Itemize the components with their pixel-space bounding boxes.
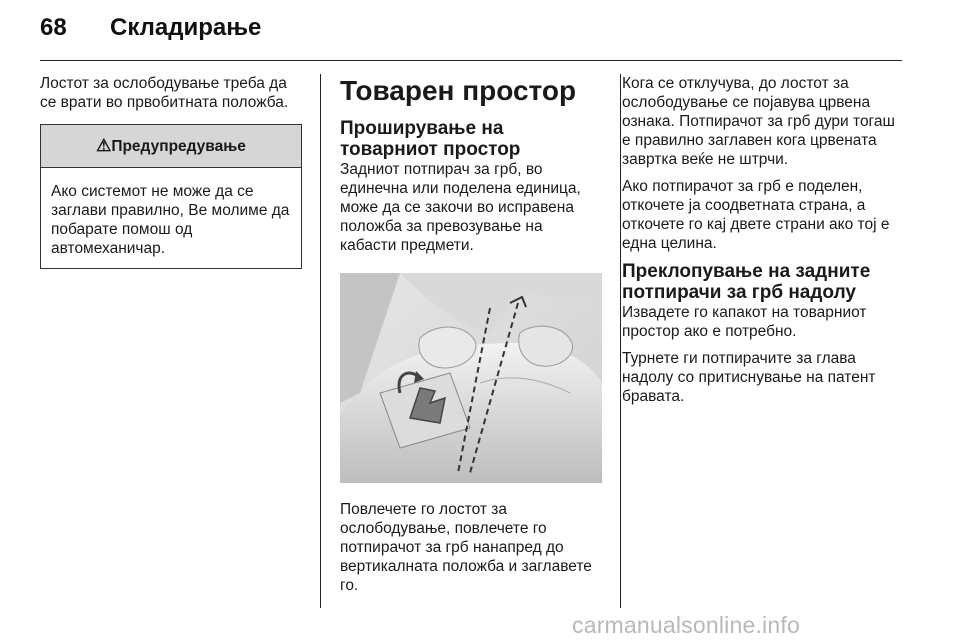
warning-title: Предупредување (111, 138, 246, 155)
warning-box (40, 124, 302, 269)
column-1 (40, 74, 302, 269)
section-heading: Товарен простор (340, 75, 577, 106)
rear-seat-illustration-icon (340, 273, 602, 483)
column-divider-1 (320, 74, 321, 608)
paragraph-unlock: Кога се отклучува, до лостот за ослободување се појавува црвена ознака. Потпирачот за грб дури тогаш е правилно заглавен кога црвената завртка веќе не штрчи. (622, 75, 895, 168)
paragraph-expand: Задниот потпирач за грб, во единечна или поделена единица, може да се закочи во исправена положба за превозување на кабасти предмети. (340, 161, 581, 254)
warning-icon: ⚠ (96, 136, 112, 155)
column-3 (622, 74, 904, 414)
intro-paragraph: Лостот за ослободување треба да се врати во првобитната положба. (40, 75, 289, 111)
paragraph-instruction: Повлечете го лостот за ослободување, повлечете го потпирачот за грб нанапред до вертикалната положба и заглавете го. (340, 501, 592, 594)
column-divider-2 (620, 74, 621, 608)
warning-header (41, 125, 301, 168)
subheading-expand: Проширување на товарниот простор (340, 118, 521, 160)
subheading-fold: Преклопување на задните потпирачи за грб надолу (622, 261, 871, 303)
section-title: Складирање (110, 14, 262, 41)
paragraph-headrests: Турнете ги потпирачите за глава надолу со притиснување на патент бравата. (622, 350, 876, 405)
paragraph-cover: Извадете го капакот на товарниот простор ако е потребно. (622, 304, 867, 340)
header-rule (40, 60, 902, 61)
page-header (40, 14, 261, 42)
watermark: carmanualsonline.info (572, 612, 800, 638)
paragraph-split: Ако потпирачот за грб е поделен, откочете ја соодветната страна, а откочете го кај двете страни ако тој е една целина. (622, 178, 890, 252)
warning-body: Ако системот не може да се заглави правилно, Ве молиме да побарате помош од автомеханичар. (51, 183, 290, 257)
page-number: 68 (40, 14, 67, 41)
column-2 (340, 74, 602, 603)
